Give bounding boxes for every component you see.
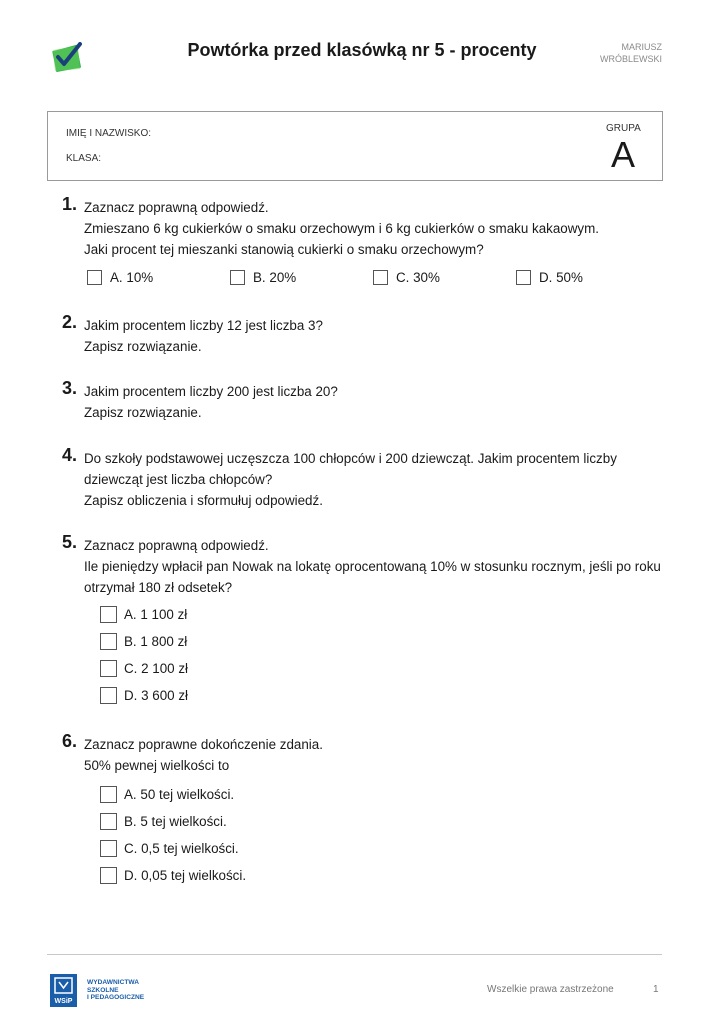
checkbox[interactable] [516, 270, 531, 285]
group-value: A [611, 134, 636, 175]
option-label: B. 20% [253, 269, 297, 285]
checkbox[interactable] [100, 633, 117, 650]
question-text: Jakim procentem liczby 12 jest liczba 3? [84, 318, 323, 333]
answer-option-d[interactable] [100, 686, 188, 704]
answer-option-d[interactable] [100, 866, 246, 884]
wsip-logo-text: WSiP [54, 998, 73, 1005]
question-text: Zapisz rozwiązanie. [84, 339, 202, 354]
question-number: 2. [62, 312, 78, 332]
question-text: Zapisz obliczenia i sformułuj odpowiedź. [84, 493, 323, 508]
option-label: D. 3 600 zł [124, 687, 189, 703]
page-title: Powtórka przed klasówką nr 5 - procenty [187, 40, 537, 60]
answer-option-b[interactable] [100, 632, 187, 650]
author [600, 41, 662, 65]
option-label: A. 50 tej wielkości. [124, 786, 235, 802]
checkbox[interactable] [100, 813, 117, 830]
checkbox[interactable] [100, 840, 117, 857]
option-label: A. 1 100 zł [124, 606, 188, 622]
answer-option-b[interactable] [100, 812, 227, 830]
option-label: B. 5 tej wielkości. [124, 813, 227, 829]
option-label: C. 30% [396, 269, 440, 285]
question-text: Jaki procent tej mieszanki stanowią cukierki o smaku orzechowym? [84, 242, 484, 257]
option-label: D. 50% [539, 269, 583, 285]
student-info-box [47, 111, 663, 181]
checkbox[interactable] [230, 270, 245, 285]
answer-option-c[interactable] [373, 268, 440, 286]
answer-option-a[interactable] [100, 605, 187, 623]
question-text: Zaznacz poprawną odpowiedź. [84, 538, 269, 553]
checkbox[interactable] [100, 606, 117, 623]
answer-option-a[interactable] [87, 268, 153, 286]
checkbox[interactable] [100, 867, 117, 884]
question-text: dziewcząt jest liczba chłopców? [84, 472, 273, 487]
checkbox[interactable] [373, 270, 388, 285]
checkbox[interactable] [100, 660, 117, 677]
publisher-line: WYDAWNICTWA [87, 979, 140, 986]
answer-option-c[interactable] [100, 659, 188, 677]
question-number: 5. [62, 532, 78, 552]
question-text: Zaznacz poprawne dokończenie zdania. [84, 737, 323, 752]
class-field-label: KLASA: [66, 153, 102, 164]
group-label: GRUPA [606, 123, 641, 134]
answer-option-c[interactable] [100, 839, 239, 857]
question-number: 1. [62, 194, 78, 214]
checkbox[interactable] [100, 786, 117, 803]
page-number: 1 [653, 984, 659, 995]
question-text: 50% pewnej wielkości to [84, 758, 230, 773]
wsip-logo-icon [50, 974, 77, 1007]
option-label: C. 0,5 tej wielkości. [124, 840, 239, 856]
question-number: 4. [62, 445, 78, 465]
question-text: Zapisz rozwiązanie. [84, 405, 202, 420]
answer-option-a[interactable] [100, 785, 234, 803]
checkbox[interactable] [100, 687, 117, 704]
answer-option-b[interactable] [230, 268, 296, 286]
question-text: Zaznacz poprawną odpowiedź. [84, 200, 269, 215]
question-number: 3. [62, 378, 78, 398]
question-text: Ile pieniędzy wpłacił pan Nowak na lokatę oprocentowaną 10% w stosunku rocznym, jeśli po roku [84, 559, 661, 574]
copyright-notice: Wszelkie prawa zastrzeżone [487, 984, 614, 995]
question-number: 6. [62, 731, 78, 751]
footer-divider [47, 954, 662, 955]
option-label: B. 1 800 zł [124, 633, 188, 649]
question-text: Zmieszano 6 kg cukierków o smaku orzechowym i 6 kg cukierków o smaku kakaowym. [84, 221, 599, 236]
option-label: D. 0,05 tej wielkości. [124, 867, 247, 883]
publisher-line: SZKOLNE [87, 986, 119, 994]
publisher-name [87, 979, 144, 1002]
name-field-label: IMIĘ I NAZWISKO: [66, 128, 152, 139]
option-label: C. 2 100 zł [124, 660, 189, 676]
author-first-name: MARIUSZ [621, 42, 662, 52]
option-label: A. 10% [110, 269, 154, 285]
question-text: Jakim procentem liczby 200 jest liczba 20? [84, 384, 338, 399]
author-last-name: WRÓBLEWSKI [599, 54, 662, 64]
question-text: otrzymał 180 zł odsetek? [84, 580, 233, 595]
publisher-line: I PEDAGOGICZNE [87, 994, 145, 1002]
question-text: Do szkoły podstawowej uczęszcza 100 chłopców i 200 dziewcząt. Jakim procentem liczby [84, 451, 617, 466]
checkbox[interactable] [87, 270, 102, 285]
answer-option-d[interactable] [516, 268, 583, 286]
